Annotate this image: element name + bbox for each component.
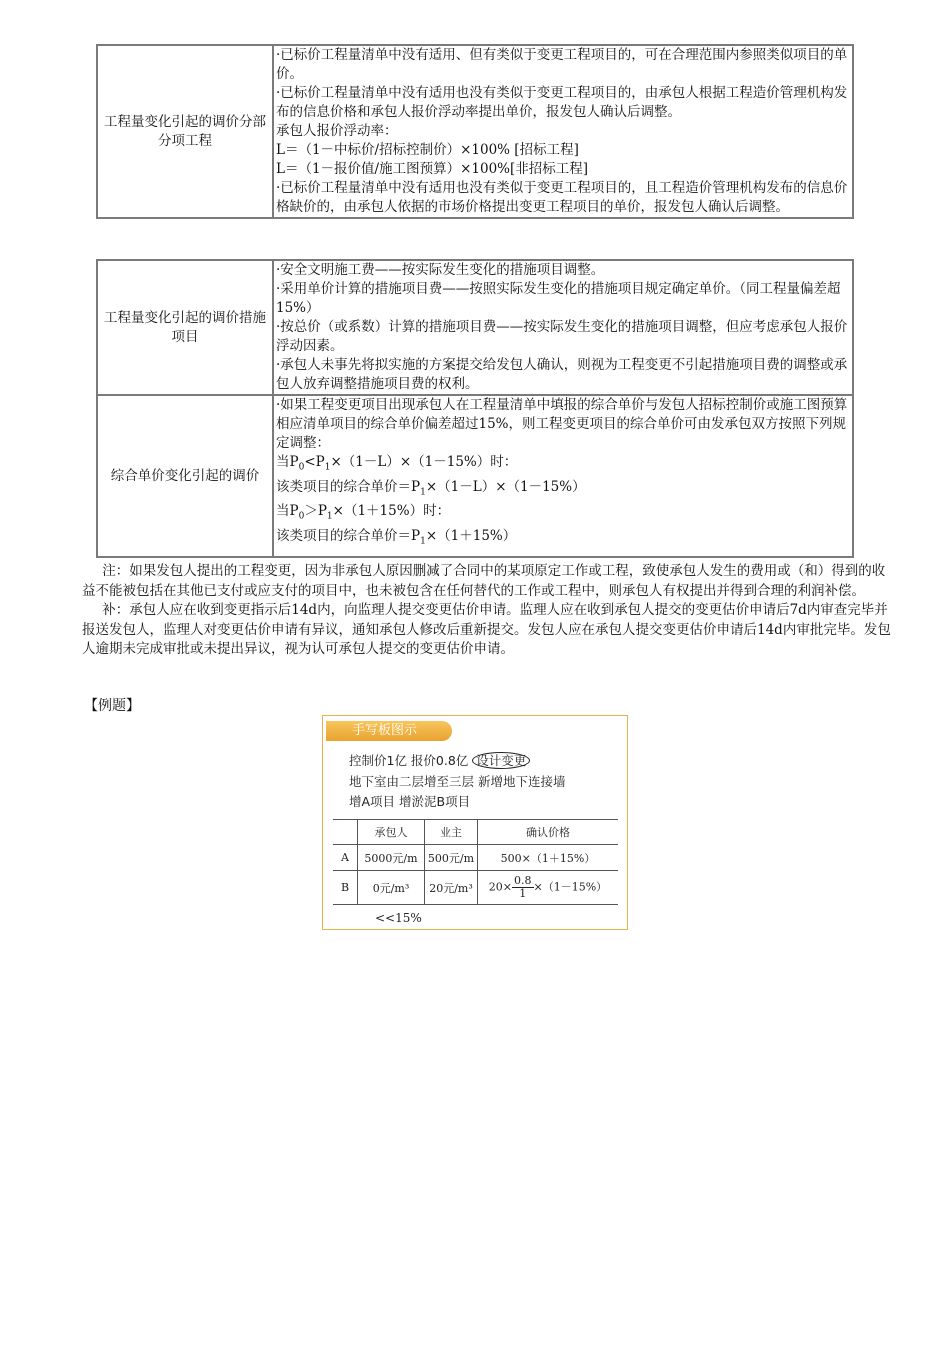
row-label-quantity-change: 工程量变化引起的调价分部分项工程 bbox=[97, 45, 273, 218]
handwritten-footnote: <<15% bbox=[375, 911, 422, 925]
table-row: A 5000元/m 500元/m 500×（1＋15%） bbox=[333, 845, 618, 871]
text-line: ·安全文明施工费——按实际发生变化的措施项目调整。 bbox=[276, 262, 605, 278]
notes-section bbox=[82, 562, 898, 660]
text-line: ·如果工程变更项目出现承包人在工程量清单中填报的综合单价与发包人招标控制价或施工图预算相应清单项目的综合单价偏差超过15%，则工程变更项目的综合单价可由发承包双方按照下列规定调整： bbox=[276, 397, 848, 451]
text-line: ·已标价工程量清单中没有适用也没有类似于变更工程项目的，由承包人根据工程造价管理机构发布的信息价格和承包人报价浮动率提出单价，报发包人确认后调整。 bbox=[276, 85, 848, 120]
text-line: 承包人报价浮动率： bbox=[276, 123, 398, 139]
text-line: ·承包人未事先将拟实施的方案提交给发包人确认，则视为工程变更不引起措施项目费的调整或承包人放弃调整措施项目费的权利。 bbox=[276, 357, 848, 392]
table-row: B 0元/m³ 20元/m³ 20× $\frac{0.8}{1}$ ×（1－15%） bbox=[333, 871, 618, 905]
formula-line: 该类项目的综合单价$=P_1\times(1-L)\times(1-15\%)$ bbox=[276, 478, 586, 498]
formula-line: 当$P_0>P_1\times(1+15\%)$时： bbox=[276, 503, 451, 523]
text-line: ·已标价工程量清单中没有适用也没有类似于变更工程项目的，且工程造价管理机构发布的信息价格缺价的，由承包人依据的市场价格提出变更工程项目的单价，报发包人确认后调整。 bbox=[276, 180, 848, 215]
note-paragraph: 注：如果发包人提出的工程变更，因为非承包人原因删减了合同中的某项原定工作或工程，致使承包人发生的费用或（和）得到的收益不能被包括在其他已支付或应支付的项目中，也未被包含在任何替代的工作或工程中，则承包人有权提出并得到合理的利润补偿。 bbox=[82, 563, 886, 599]
adjustment-table-2 bbox=[96, 259, 854, 558]
row-content-measures bbox=[273, 260, 853, 395]
formula-line: 当$P_0<P_1\times(1-L)\times(1-15\%)$时： bbox=[276, 454, 518, 473]
row-content-quantity-change bbox=[273, 45, 853, 218]
table-header-row: 承包人 业主 确认价格 bbox=[333, 820, 618, 845]
row-label-unit-price: 综合单价变化引起的调价 bbox=[97, 395, 273, 557]
handwritten-line: 地下室由二层增至三层 新增地下连接墙 bbox=[349, 774, 566, 789]
adjustment-table-1 bbox=[96, 44, 854, 219]
formula-line: 该类项目的综合单价$=P_1\times(1+15\%)$ bbox=[276, 528, 517, 547]
text-line: ·采用单价计算的措施项目费——按照实际发生变化的措施项目规定确定单价。（同工程量偏差超15%） bbox=[276, 281, 841, 316]
row-label-measures: 工程量变化引起的调价措施项目 bbox=[97, 260, 273, 395]
fraction: $\frac{0.8}{1}$ bbox=[514, 874, 532, 900]
price-table bbox=[333, 819, 618, 905]
example-label: 【例题】 bbox=[84, 698, 140, 714]
whiteboard-panel bbox=[322, 715, 628, 930]
handwritten-line: 控制价1亿 报价0.8亿 设计变更 bbox=[349, 751, 530, 769]
text-line: L＝（1－中标价/招标控制价）×100% [招标工程] bbox=[276, 142, 579, 158]
text-line: ·已标价工程量清单中没有适用、但有类似于变更工程项目的，可在合理范围内参照类似项目的单价。 bbox=[276, 47, 848, 82]
whiteboard-title: 手写板图示 bbox=[326, 721, 452, 741]
circled-text: 设计变更 bbox=[472, 752, 530, 769]
handwritten-line: 增A项目 增淤泥B项目 bbox=[349, 794, 471, 809]
text-line: ·按总价（或系数）计算的措施项目费——按实际发生变化的措施项目调整，但应考虑承包人报价浮动因素。 bbox=[276, 319, 848, 354]
text-line: L＝（1－报价值/施工图预算）×100%[非招标工程] bbox=[276, 161, 589, 177]
row-content-unit-price bbox=[273, 395, 853, 557]
supplement-paragraph: 补：承包人应在收到变更指示后14d内，向监理人提交变更估价申请。监理人应在收到承包人提交的变更估价申请后7d内审查完毕并报送发包人，监理人对变更估价申请有异议，通知承包人修改后重新提交。发包人应在承包人提交变更估价申请后14d内审批完毕。发包人逾期未完成审批或未提出异议，视为认可承包人提交的变更估价申请。 bbox=[82, 602, 891, 657]
